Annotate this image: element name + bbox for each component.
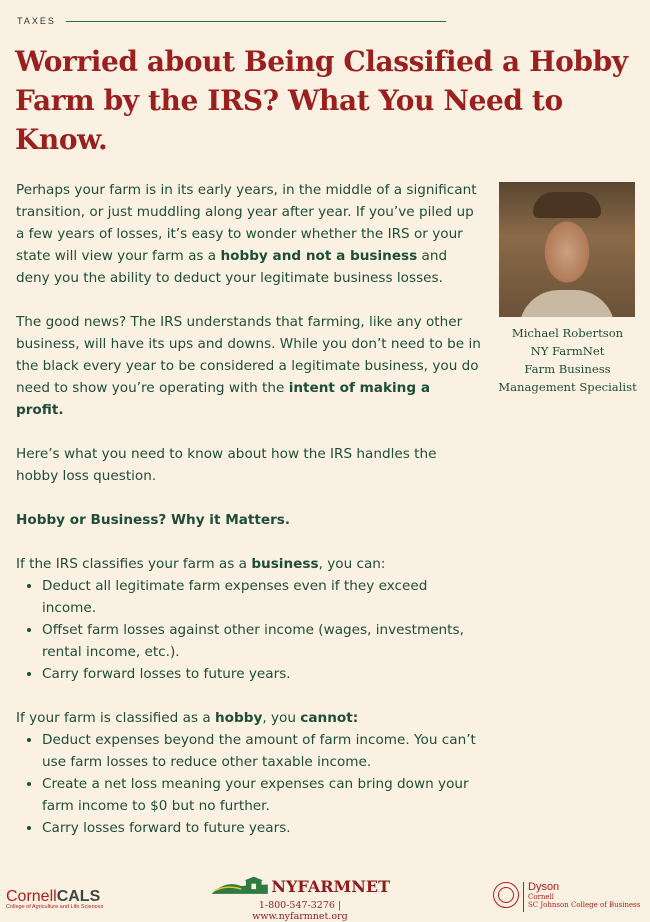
- footer: [0, 870, 650, 922]
- nyfarmnet-mark: [210, 873, 390, 899]
- nyfarmnet-logo: [210, 873, 390, 922]
- business-lead-text: If the IRS classifies your farm as a: [16, 556, 252, 572]
- list-item: • Offset farm losses against other income (wages, investments, rental income, etc.).: [42, 619, 481, 663]
- business-lead: [16, 553, 481, 575]
- list-item: • Carry losses forward to future years.: [42, 817, 481, 839]
- author-name: Michael Robertson: [511, 326, 624, 340]
- business-lead-emphasis: business: [251, 556, 319, 572]
- cornell-word: Cornell: [6, 888, 57, 905]
- author-caption: [490, 324, 645, 396]
- nyfarmnet-wordmark: NYFARMNET: [271, 876, 390, 896]
- farm-sunrise-icon: [210, 874, 269, 898]
- hobby-list: [16, 729, 481, 839]
- dyson-college: SC Johnson College of Business: [528, 901, 641, 909]
- author-title-2: Management Specialist: [498, 380, 637, 394]
- dyson-wordmark: [528, 882, 640, 909]
- intro-p1-emphasis: hobby and not a business: [220, 248, 418, 264]
- section-kicker: [17, 16, 446, 26]
- nyfarmnet-contact: 1-800-547-3276 | www.nyfarmnet.org: [252, 900, 348, 922]
- list-item: • Carry forward losses to future years.: [42, 663, 481, 685]
- list-item: • Create a net loss meaning your expenses can bring down your farm income to $0 but no further.: [42, 773, 481, 817]
- author-org: NY FarmNet: [530, 344, 605, 358]
- article-body: [16, 179, 481, 861]
- intro-p1-text-end: and deny you the ability to deduct your legitimate business losses.: [16, 248, 448, 286]
- list-item: • Deduct expenses beyond the amount of farm income. You can’t use farm losses to reduce other taxable income.: [42, 729, 481, 773]
- intro-p2-emphasis: intent of making a profit.: [16, 380, 430, 418]
- dyson-cornell: Cornell: [528, 893, 555, 901]
- cornell-seal-icon: [493, 882, 519, 908]
- section-heading: Hobby or Business? Why it Matters.: [16, 512, 291, 528]
- kicker-rule: [66, 21, 446, 22]
- dyson-logo: [493, 882, 640, 912]
- business-list: [16, 575, 481, 685]
- article-title: Worried about Being Classified a Hobby Farm by the IRS? What You Need to Know.: [15, 45, 628, 156]
- hobby-lead-text-mid: , you: [262, 710, 301, 726]
- hobby-lead-text: If your farm is classified as a: [16, 710, 215, 726]
- dyson-name: Dyson: [528, 881, 560, 893]
- list-item: • Deduct all legitimate farm expenses even if they exceed income.: [42, 575, 481, 619]
- author-photo: [499, 182, 635, 317]
- logo-divider: [523, 882, 524, 912]
- intro-p2-text: The good news? The IRS understands that farming, like any other business, will have its ups and downs. While you don’t need to be in the black every year to be considered a legitimate business, you do need to show you’re operating with the: [16, 314, 481, 396]
- intro-paragraph-3: Here’s what you need to know about how the IRS handles the hobby loss question.: [16, 446, 437, 484]
- cornell-cals-logo: [6, 888, 103, 910]
- hobby-lead: [16, 707, 481, 729]
- cornell-cals-subtitle: College of Agriculture and Life Sciences: [6, 904, 104, 910]
- cals-word: CALS: [56, 888, 101, 905]
- author-photo-hair: [533, 192, 601, 218]
- intro-paragraph-2: [16, 311, 481, 421]
- author-photo-shirt: [519, 290, 615, 317]
- intro-p1-text: Perhaps your farm is in its early years, in the middle of a significant transition, or just muddling along year after year. If you’ve piled up a few years of losses, it’s easy to wonder whether the IRS or your state will view your farm as a: [16, 182, 477, 264]
- hobby-lead-emphasis-2: cannot:: [300, 710, 359, 726]
- hobby-lead-emphasis: hobby: [215, 710, 263, 726]
- author-title-1: Farm Business: [524, 362, 611, 376]
- business-lead-text-end: , you can:: [318, 556, 386, 572]
- intro-paragraph-1: [16, 179, 481, 289]
- kicker-label: TAXES: [17, 16, 56, 26]
